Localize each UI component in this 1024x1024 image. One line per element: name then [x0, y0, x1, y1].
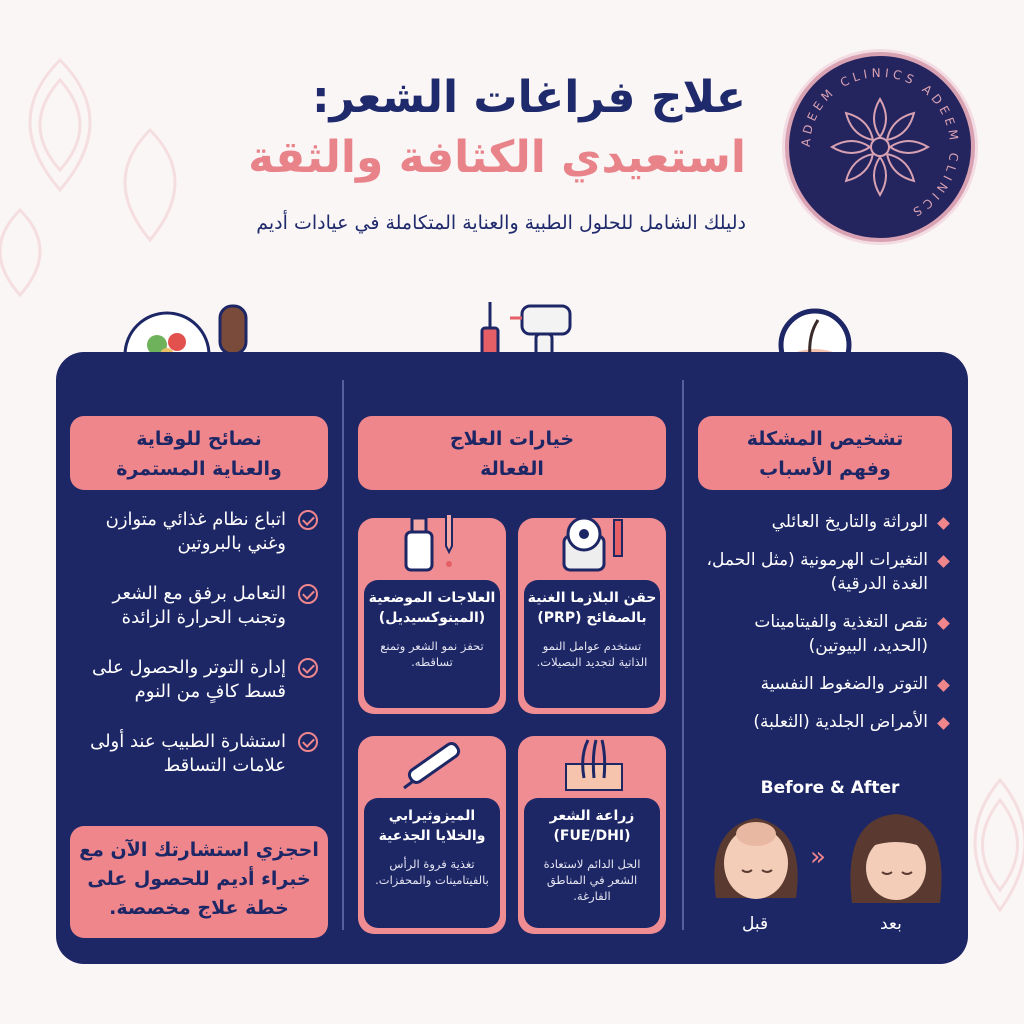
card-description: تستخدم عوامل النمو الذاتية لتجديد البصيلات. — [536, 639, 648, 669]
card-title: حقن البلازما الغنية بالصفائح (PRP) — [527, 590, 657, 626]
hair-follicle-icon — [562, 738, 626, 794]
list-item: التعامل برفق مع الشعر وتجنب الحرارة الزائدة — [62, 582, 312, 630]
chevron-right-icon: » — [810, 842, 826, 872]
card-description: تغذية فروة الرأس بالفيتامينات والمحفزات. — [375, 857, 489, 887]
background-leaf-pattern-left — [0, 40, 200, 300]
check-circle-icon — [298, 510, 318, 530]
diamond-bullet-icon — [937, 517, 950, 530]
column-divider — [682, 380, 684, 930]
list-item: اتباع نظام غذائي متوازن وغني بالبروتين — [62, 508, 312, 556]
before-label: قبل — [742, 914, 769, 934]
list-item: الأمراض الجلدية (الثعلبة) — [698, 710, 948, 734]
list-item: إدارة التوتر والحصول على قسط كافٍ من النوم — [62, 656, 312, 704]
diagnosis-header: تشخيص المشكلة وفهم الأسباب — [698, 416, 952, 490]
check-circle-icon — [298, 732, 318, 752]
after-hair-illustration — [846, 808, 946, 908]
dropper-bottle-icon — [402, 510, 466, 576]
treatment-card-prp — [518, 518, 666, 714]
diamond-bullet-icon — [937, 679, 950, 692]
card-title: زراعة الشعر (FUE/DHI) — [549, 808, 635, 844]
treatment-header: خيارات العلاج الفعالة — [358, 416, 666, 490]
card-title: العلاجات الموضعية (المينوكسيديل) — [368, 590, 496, 626]
list-item: التغيرات الهرمونية (مثل الحمل، الغدة الدرقية) — [698, 548, 948, 596]
diamond-bullet-icon — [937, 617, 950, 630]
page-title-highlight: استعيدي الكثافة والثقة — [248, 132, 746, 183]
list-item: التوتر والضغوط النفسية — [698, 672, 948, 696]
diagnosis-list — [698, 510, 948, 734]
diamond-bullet-icon — [937, 555, 950, 568]
treatment-card-transplant — [518, 736, 666, 934]
prevention-header: نصائح للوقاية والعناية المستمرة — [70, 416, 328, 490]
logo-text: ADEEM CLINICS ADEEM CLINICS — [798, 65, 962, 221]
list-item: استشارة الطبيب عند أولى علامات التساقط — [62, 730, 312, 778]
after-label: بعد — [880, 914, 902, 934]
card-description: الحل الدائم لاستعادة الشعر في المناطق الفارغة. — [543, 857, 641, 903]
page-title: علاج فراغات الشعر: — [311, 72, 746, 123]
check-circle-icon — [298, 658, 318, 678]
column-divider — [342, 380, 344, 930]
card-title: الميزوثيرابي والخلايا الجذعية — [378, 808, 486, 844]
treatment-card-meso — [358, 736, 506, 934]
prevention-list — [62, 508, 312, 778]
adeem-clinics-logo — [785, 52, 975, 242]
meso-pen-icon — [398, 736, 468, 796]
list-item: الوراثة والتاريخ العائلي — [698, 510, 948, 534]
before-after-title: Before & After — [760, 778, 900, 798]
check-circle-icon — [298, 584, 318, 604]
treatment-card-topical — [358, 518, 506, 714]
centrifuge-syringe-icon — [556, 510, 636, 576]
page-subtitle: دليلك الشامل للحلول الطبية والعناية المتكاملة في عيادات أديم — [256, 212, 746, 234]
list-item: نقص التغذية والفيتامينات (الحديد، البيوتين) — [698, 610, 948, 658]
lotus-mandala-logo-icon — [789, 56, 971, 238]
book-consultation-cta[interactable]: احجزي استشارتك الآن مع خبراء أديم للحصول على خطة علاج مخصصة. — [70, 826, 328, 938]
before-hair-illustration — [706, 808, 806, 908]
diamond-bullet-icon — [937, 717, 950, 730]
card-description: تحفز نمو الشعر وتمنع تساقطه. — [380, 639, 484, 669]
svg-text:ADEEM CLINICS ADEEM CLINICS — [799, 66, 961, 221]
